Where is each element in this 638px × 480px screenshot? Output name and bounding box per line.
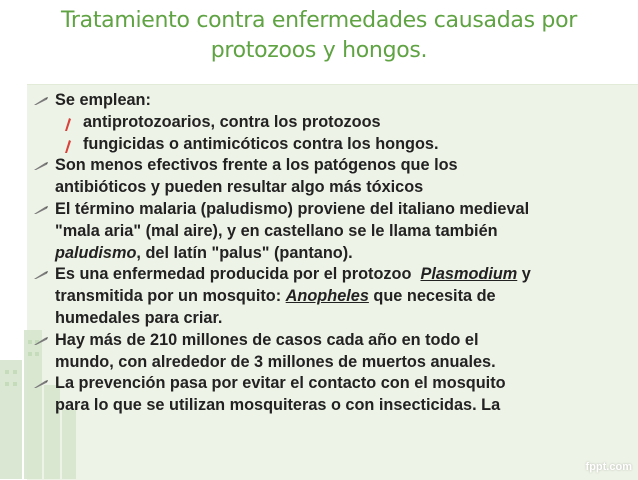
list-item-text: La prevención pasa por evitar el contacto con el mosquito bbox=[55, 374, 506, 393]
pencil-icon bbox=[34, 380, 48, 388]
red-pencil-icon bbox=[64, 117, 72, 131]
list-item-text: para lo que se utilizan mosquiteras o con insecticidas. La bbox=[55, 396, 501, 415]
list-item-text: mundo, con alrededor de 3 millones de muertos anuales. bbox=[55, 352, 496, 371]
list-item bbox=[34, 90, 634, 112]
pencil-icon bbox=[34, 162, 48, 170]
list-item-text: transmitida por un mosquito: bbox=[55, 287, 286, 306]
sub-list-item-text: antiprotozoarios, contra los protozoos bbox=[83, 112, 381, 131]
underlined-term: Plasmodium bbox=[420, 265, 518, 284]
list-item-text: humedales para criar. bbox=[55, 308, 223, 327]
list-item-text: El término malaria (paludismo) proviene del italiano medieval bbox=[55, 199, 530, 218]
list-item-text: que necesita de bbox=[368, 287, 496, 306]
list-item-text: Son menos efectivos frente a los patógenos que los bbox=[55, 156, 458, 175]
pencil-icon bbox=[34, 271, 48, 279]
list-item bbox=[34, 199, 634, 264]
sub-list-item-text: fungicidas o antimicóticos contra los hongos. bbox=[83, 134, 439, 153]
list-item bbox=[34, 155, 634, 199]
slide-title bbox=[0, 6, 638, 66]
italic-term: paludismo bbox=[55, 243, 137, 262]
pencil-icon bbox=[34, 206, 48, 214]
list-item-text: antibióticos y pueden resultar algo más tóxicos bbox=[55, 178, 424, 197]
pencil-icon bbox=[34, 337, 48, 345]
list-item bbox=[34, 373, 634, 417]
list-item-text: , del latín "palus" (pantano). bbox=[136, 243, 353, 262]
pencil-icon bbox=[34, 97, 48, 105]
list-item-text: y bbox=[517, 265, 531, 284]
list-item-text: "mala aria" (mal aire), y en castellano se le llama también bbox=[55, 221, 498, 240]
underlined-term: Anopheles bbox=[285, 287, 369, 306]
sub-list-item bbox=[34, 112, 634, 134]
sub-list-item bbox=[34, 134, 634, 156]
bullet-list bbox=[34, 90, 634, 417]
title-line-2: protozoos y hongos. bbox=[210, 38, 428, 63]
list-item-text: Se emplean: bbox=[55, 91, 151, 109]
red-pencil-icon bbox=[64, 139, 72, 153]
list-item bbox=[34, 264, 634, 329]
list-item-text: Es una enfermedad producida por el protozoo bbox=[55, 265, 421, 284]
watermark: fppt.com bbox=[585, 461, 632, 473]
title-line-1: Tratamiento contra enfermedades causadas por bbox=[60, 8, 577, 33]
list-item bbox=[34, 330, 634, 374]
list-item-text: Hay más de 210 millones de casos cada año en todo el bbox=[55, 330, 479, 349]
